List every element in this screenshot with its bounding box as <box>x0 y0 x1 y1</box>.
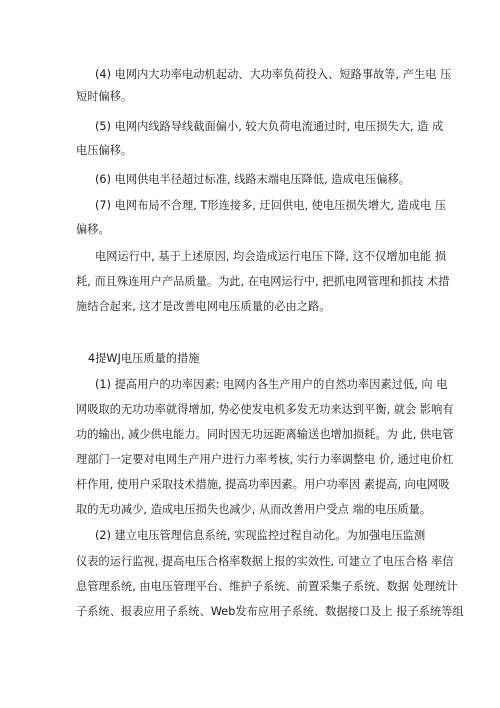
paragraph-line: 仪表的运行监视, 提高电压合格率数据上报的实效性, 可建立了电压合格 率信 <box>76 555 454 568</box>
paragraph-line: 偏移。 <box>76 223 110 236</box>
paragraph-line: (5) 电网内线路导线截面偏小, 较大负荷电流通过时, 电压损失大, 造 成 <box>95 120 444 133</box>
paragraph-line: 子系统、报表应用子系统、Web发布应用子系统、数据接口及上 报子系统等组 <box>76 605 464 618</box>
section-heading: 4提WJ电压质量的措施 <box>88 352 200 365</box>
paragraph-line: 杆作用, 使用户采取技术措施, 提高功率因素。用户功率因 素提高, 向电网吸 <box>76 478 450 491</box>
paragraph-line: 短时偏移。 <box>76 90 133 103</box>
paragraph-line: (7) 电网布局不合理, T形连接多, 迂回供电, 使电压损失增大, 造成电 压 <box>95 199 447 212</box>
paragraph-line: 取的无功减少, 造成电压损失也减少, 从而改善用户受点 端的电压质量。 <box>76 503 432 516</box>
paragraph-line: 功的输出, 减少供电能力。同时因无功远距离输送也增加损耗。为 此, 供电管 <box>76 428 454 441</box>
paragraph-line: (1) 提高用户的功率因素: 电网内各生产用户的自然功率因素过低, 向 电 <box>95 378 448 391</box>
paragraph-line: 息管理系统, 由电压管理平台、维护子系统、前置采集子系统、数据 处理统计 <box>76 580 458 593</box>
paragraph-line: 施结合起来, 这才是改善电网电压质量的必由之路。 <box>76 300 331 313</box>
paragraph-line: (2) 建立电压管理信息系统, 实现监控过程自动化。为加强电压监测 <box>95 529 426 542</box>
paragraph-line: 电网运行中, 基于上述原因, 均会造成运行电压下降, 这不仅增加电能 损 <box>95 250 447 263</box>
paragraph-line: 耗, 而且殊连用户产品质量。为此, 在电网运行中, 把抓电网管理和抓技 术措 <box>76 275 450 288</box>
paragraph-line: (6) 电网供电半径超过标准, 线路末端电压降低, 造成电压偏移。 <box>95 173 410 186</box>
paragraph-line: 理部门一定要对电网生产用户进行力率考核, 实行力率调整电 价, 通过电价杠 <box>76 453 454 466</box>
paragraph-line: 网吸取的无功功率就得增加, 势必使发电机多发无功来达到平衡, 就会 影响有 <box>76 403 454 416</box>
paragraph-line: 电压偏移。 <box>76 144 133 157</box>
paragraph-line: (4) 电网内大功率电动机起动、大功率负荷投入、短路事故等, 产生电 压 <box>95 68 452 81</box>
